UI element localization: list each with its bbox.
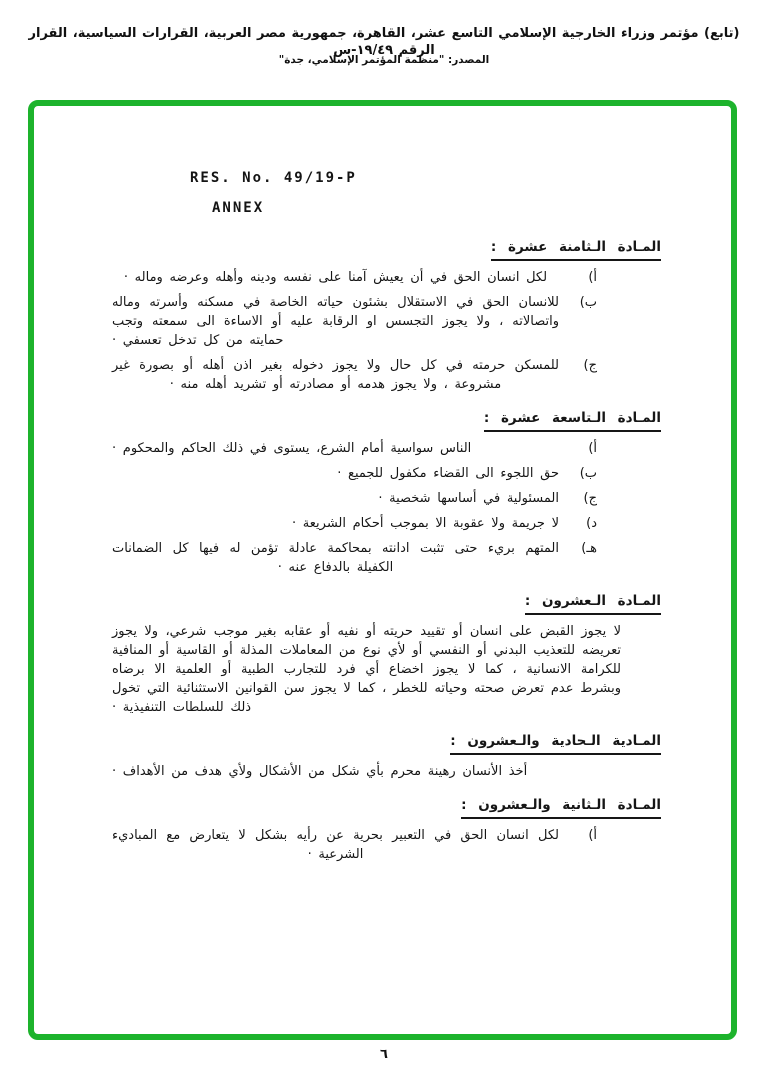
article-item <box>112 826 597 864</box>
resolution-number: RES. No. 49/19-P <box>190 170 357 186</box>
article-item <box>112 293 597 350</box>
header-citation: (تابع) مؤتمر وزراء الخارجية الإسلامي التاسع عشر، القاهرة، جمهورية مصر العربية، القرارات السياسية، القرار الرقم ١٩/٤٩-س <box>28 26 740 58</box>
header-source: المصدر: "منظمة المؤتمر الإسلامي، جدة" <box>278 54 490 66</box>
item-marker: ب) <box>579 466 597 481</box>
document-frame <box>28 100 737 1040</box>
item-marker: ج) <box>583 491 597 506</box>
article-paragraph: أخذ الأنسان رهينة محرم بأي شكل من الأشكال ولأي هدف من الأهداف · <box>112 764 528 779</box>
item-text: للمسكن حرمته في كل حال ولا يجوز دخوله بغير اذن أهله أو بصورة غير مشروعة ، ولا يجوز هدمه أو مصادرته أو تشريد أهله منه · <box>112 358 559 392</box>
articles-body <box>112 238 661 864</box>
item-marker: د) <box>586 516 597 531</box>
item-text: لكل انسان الحق في أن يعيش آمنا على نفسه ودينه وأهله وعرضه وماله · <box>123 270 548 285</box>
item-text: لا جريمة ولا عقوبة الا بموجب أحكام الشريعة · <box>292 516 559 531</box>
article-item <box>112 356 597 394</box>
item-text: للانسان الحق في الاستقلال بشئون حياته الخاصة في مسكنه وأسرته وماله واتصالاته ، ولا يجوز التجسس او الرقابة عليه أو الاساءة الى سمعته وتجب حمايته من كل تدخل تعسفي · <box>112 295 559 348</box>
article-item <box>112 464 597 483</box>
article-eighteen <box>112 238 661 394</box>
item-marker: أ) <box>588 270 597 285</box>
item-text: المسئولية في أساسها شخصية · <box>378 491 559 506</box>
article-heading: المـادة الـعشرون : <box>112 592 661 615</box>
article-item <box>112 514 597 533</box>
article-heading: المـادية الـحادية والـعشرون : <box>112 732 661 755</box>
article-item <box>112 268 597 287</box>
item-text: المتهم بريء حتى تثبت ادانته بمحاكمة عادلة تؤمن له فيها كل الضمانات الكفيلة بالدفاع عنه · <box>112 541 559 575</box>
item-marker: ب) <box>579 295 597 310</box>
article-heading: المـادة الـثامنة عشرة : <box>112 238 661 261</box>
item-marker: هـ) <box>581 541 597 556</box>
annex-label: ANNEX <box>212 200 265 216</box>
item-marker: أ) <box>588 828 597 843</box>
item-text: الناس سواسية أمام الشرع، يستوى في ذلك الحاكم والمحكوم · <box>112 441 472 456</box>
article-twenty-one <box>112 732 661 781</box>
article-twenty <box>112 592 661 717</box>
article-twenty-two <box>112 796 661 864</box>
article-item <box>112 539 597 577</box>
item-text: حق اللجوء الى القضاء مكفول للجميع · <box>337 466 559 481</box>
page-number: ٦ <box>380 1047 388 1062</box>
item-marker: ج) <box>583 358 597 373</box>
article-paragraph: لا يجوز القبض على انسان أو تقييد حريته أو نفيه أو عقابه بغير موجب شرعي، ولا يجوز تعريضه للتعذيب البدني أو النفسي أو لأي نوع من المعاملات المذلة أو القاسية أو المنافية للكرامة الانسانية ، كما لا يجوز اخضاع أي فرد للتجارب الطبية أو العلمية الا برضاه وبشرط عدم تعرض صحته وحياته للخطر ، كما لا يجوز سن القوانين الاستثنائية التي تخول ذلك للسلطات التنفيذية · <box>112 624 621 715</box>
article-heading: المـادة الـتاسعة عشرة : <box>112 409 661 432</box>
article-item <box>112 439 597 458</box>
article-nineteen <box>112 409 661 577</box>
article-item <box>112 489 597 508</box>
item-marker: أ) <box>588 441 597 456</box>
article-heading: المـادة الـثانية والـعشرون : <box>112 796 661 819</box>
item-text: لكل انسان الحق في التعبير بحرية عن رأيه بشكل لا يتعارض مع المباديء الشرعية · <box>112 828 559 862</box>
